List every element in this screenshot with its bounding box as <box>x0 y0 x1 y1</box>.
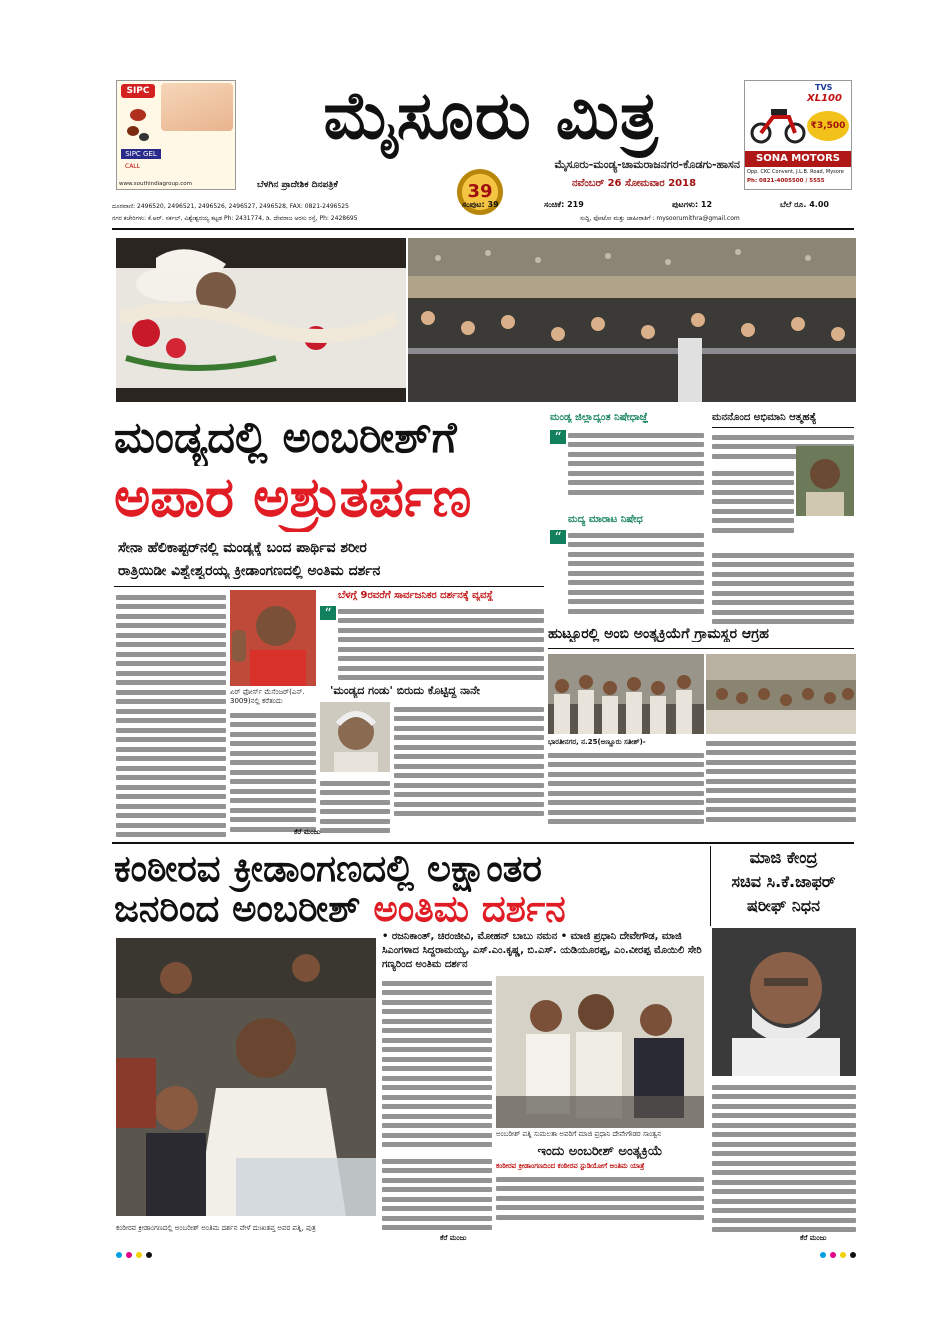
obituary-title-3: ಷರೀಫ್ ನಿಧನ <box>746 896 821 915</box>
registration-dot-cyan-2 <box>820 1252 826 1258</box>
funeral-title: ಇಂದು ಅಂಬರೀಶ್ ಅಂತ್ಯಕ್ರಿಯೆ <box>537 1144 663 1159</box>
jaffer-sharief-portrait-image <box>712 928 856 1076</box>
masthead-subtitle: ಮೈಸೂರು-ಮಂಡ್ಯ-ಚಾಮರಾಜನಗರ-ಕೊಡಗು-ಹಾಸನ <box>554 158 740 171</box>
office-line: ನಗರ ಕಚೇರಿಗಳು: ಕೆ.ಆರ್. ಸರ್ಕಲ್, ವಿಶ್ವೇಶ್ವರಯ್ಯ ಕಟ್ಟಡ Ph: 2431774, ಡಿ. ದೇವರಾಜ ಅರಸು ರಸ್ತೆ, Ph: 2428695 <box>112 215 358 222</box>
lead-photo-caption: ಏರ್ ಫೋರ್ಸ್ ಮೆಸೆಂಜರ್‌(ಎನ್. 3009)ನಲ್ಲಿ ಕರೆತಂದು <box>230 688 305 705</box>
ad-right-brand: TVS <box>815 83 833 92</box>
lead-column-3 <box>338 604 544 684</box>
funeral-sub: ಕಂಠೀರವ ಕ್ರೀಡಾಂಗಣದಿಂದ ಕಂಠೀರವ ಸ್ಟುಡಿಯೋಗೆ ಅಂತಿಮ ಯಾತ್ರೆ <box>496 1162 645 1170</box>
village-photo-crowd <box>548 654 704 734</box>
lead-quote-head: 'ಮಂಡ್ಯದ ಗಂಡು' ಬಿರುದು ಕೊಟ್ಟಿದ್ದ ನಾನೇ <box>330 684 480 697</box>
ad-left-web: www.southindiagroup.com <box>119 181 192 187</box>
lead-photo-crowd <box>408 238 856 402</box>
second-caption-left: ಕಂಠೀರವ ಕ್ರೀಡಾಂಗಣದಲ್ಲಿ ಅಂಬರೀಶ್ ಅಂತಿಮ ದರ್ಶನ ವೇಳೆ ದುಃಖತಪ್ತ ಅವರ ಪತ್ನಿ, ಪುತ್ರ <box>116 1224 316 1232</box>
lead-column-2 <box>230 708 316 840</box>
motorcycle-icon <box>749 95 807 145</box>
lead-photo-body <box>116 238 406 402</box>
masthead-title: ಮೈಸೂರು ಮಿತ್ರ <box>323 77 659 154</box>
ambareesh-portrait-image <box>230 590 316 686</box>
masthead-date: ನವೆಂಬರ್ 26 ಸೋಮವಾರ 2018 <box>572 178 697 189</box>
obituary-title-box <box>710 846 856 926</box>
email-line: ಸುದ್ದಿ, ಫೋಟೋ ಮತ್ತು ಜಾಹೀರಾತಿಗೆ : mysoorumithra@gmail.com <box>580 215 740 222</box>
second-caption-mid: ಅಂಬರೀಶ್ ಪತ್ನಿ ಸುಮಲತಾ ಅವರಿಗೆ ಮಾಜಿ ಪ್ರಧಾನಿ ದೇವೇಗೌಡರ ಸಾಂತ್ವನ <box>496 1130 661 1138</box>
village-dateline: ಭಾರತೀನಗರ, ನ.25(ಅಣ್ಣೂರು ಸತೀಶ್)- <box>548 738 646 746</box>
second-headline-2a: ಜನರಿಂದ ಅಂಬರೀಶ್ <box>114 887 361 930</box>
second-photo-leaders <box>496 976 704 1128</box>
issue: ಸಂಚಿಕೆ: 219 <box>544 200 584 209</box>
box-2-title: ಮದ್ಯ ಮಾರಾಟ ನಿಷೇಧ <box>568 514 643 525</box>
village-photo-group <box>706 654 856 734</box>
box-1-text <box>568 428 704 500</box>
ad-right-price: ₹3,500 <box>810 121 846 131</box>
village-text-right <box>706 736 856 840</box>
registration-dot-black-2 <box>850 1252 856 1258</box>
ad-right-dealer: SONA MOTORS <box>745 151 851 167</box>
quote-mark-2: “ <box>550 430 566 444</box>
second-headline-2b: ಅಂತಿಮ ದರ್ಶನ <box>373 887 566 930</box>
ad-right-phone: Ph: 0821-4005500 / 5555 <box>747 178 825 184</box>
obit-title: ಮನನೊಂದ ಅಭಿಮಾನಿ ಆತ್ಮಹತ್ಯೆ <box>712 412 854 428</box>
ad-left-product: SIPC GEL <box>121 149 161 159</box>
pages: ಪುಟಗಳು: 12 <box>672 200 713 209</box>
masthead-tagline: ಬೆಳಗಿನ ಪ್ರಾದೇಶಿಕ ದಿನಪತ್ರಿಕೆ <box>257 180 338 190</box>
funeral-text <box>496 1172 704 1232</box>
registration-dot-cyan <box>116 1252 122 1258</box>
lead-headline-1: ಮಂಡ್ಯದಲ್ಲಿ ಅಂಬರೀಶ್‌ಗೆ <box>114 413 457 463</box>
lead-byline: ಕೆರೆ ಮಂಜು <box>294 828 321 836</box>
obit-text-left <box>712 466 794 546</box>
lead-bullet-2: ರಾತ್ರಿಯಿಡೀ ವಿಶ್ವೇಶ್ವರಯ್ಯ ಕ್ರೀಡಾಂಗಣದಲ್ಲಿ ಅಂತಿಮ ದರ್ಶನ <box>118 563 381 579</box>
village-headline: ಹುಟ್ಟೂರಲ್ಲಿ ಅಂಬಿ ಅಂತ್ಯಕ್ರಿಯೆಗೆ ಗ್ರಾಮಸ್ಥರ ಆಗ್ರಹ <box>548 626 769 642</box>
lead-column-4 <box>394 702 544 822</box>
second-headline-2 <box>114 886 704 932</box>
body-lying-in-state-image <box>116 238 406 402</box>
ad-right-price-badge <box>807 111 849 141</box>
anniversary-number: 39 <box>467 181 493 202</box>
ad-left-baby-photo <box>161 83 233 131</box>
lead-portrait-photo <box>230 590 316 686</box>
registration-dot-black <box>146 1252 152 1258</box>
lead-bullet-1: ಸೇನಾ ಹೆಲಿಕಾಪ್ಟರ್‌ನಲ್ಲಿ ಮಂಡ್ಯಕ್ಕೆ ಬಂದ ಪಾರ್ಥಿವ ಶರೀರ <box>118 540 367 556</box>
registration-dot-magenta-2 <box>830 1252 836 1258</box>
price: ಬೆಲೆ ರೂ. 4.00 <box>780 200 829 209</box>
box-2-text <box>568 528 704 624</box>
obituary-title-1: ಮಾಜಿ ಕೇಂದ್ರ <box>749 848 818 867</box>
obituary-photo <box>712 928 856 1076</box>
second-photo-family <box>116 938 376 1216</box>
family-mourning-image <box>116 938 376 1216</box>
quote-mark-1: “ <box>320 606 336 620</box>
elder-portrait-photo <box>320 702 390 772</box>
crowd-at-stadium-image <box>408 238 856 402</box>
ad-left-call: CALL <box>125 163 140 170</box>
obituary-byline: ಕೆರೆ ಮಂಜು <box>800 1234 827 1242</box>
volume: ಸಂಪುಟ: 39 <box>462 200 499 209</box>
obit-photo <box>796 446 854 516</box>
obituary-title-2: ಸಚಿವ ಸಿ.ಕೆ.ಜಾಫರ್ <box>731 872 836 891</box>
ad-right[interactable] <box>744 80 852 190</box>
second-column-2 <box>382 1154 492 1244</box>
obituary-text <box>712 1080 856 1240</box>
ad-right-model: XL100 <box>807 93 842 104</box>
registration-dot-magenta <box>126 1252 132 1258</box>
village-rule <box>548 648 854 649</box>
villagers-image <box>548 654 704 734</box>
box-1-title: ಮಂಡ್ಯ ಜಿಲ್ಲಾದ್ಯಂತ ನಿಷೇಧಾಜ್ಞೆ <box>550 412 649 423</box>
second-bullets: • ರಜನಿಕಾಂತ್, ಚಿರಂಜೀವಿ, ಮೋಹನ್ ಬಾಬು ನಮನ • ಮಾಜಿ ಪ್ರಧಾನಿ ದೇವೇಗೌಡ, ಮಾಜಿ ಸಿಎಂಗಳಾದ ಸಿದ್ದರಾಮಯ್ಯ, ಎಸ್.ಎಂ.ಕೃಷ್ಣ, ಬಿ.ಎಸ್. ಯಡಿಯೂರಪ್ಪ, ಎಂ.ವೀರಪ್ಪ ಮೊಯಿಲಿ ಸೇರಿ ಗಣ್ಯರಿಂದ ಅಂತಿಮ ದರ್ಶನ <box>382 931 702 970</box>
lead-rule <box>114 586 544 587</box>
second-byline: ಕೆರೆ ಮಂಜು <box>440 1234 467 1242</box>
lead-headline-2: ಅಪಾರ ಅಶ್ರುತರ್ಪಣ <box>114 465 472 529</box>
lead-column-1 <box>116 590 226 840</box>
middle-rule <box>112 842 854 844</box>
ad-left[interactable] <box>116 80 236 190</box>
village-text-left <box>548 748 704 840</box>
masthead-rule <box>112 228 854 230</box>
volume-issue-strip <box>462 200 852 212</box>
lead-sub-head: ಬೆಳಗ್ಗೆ 9ರವರೆಗೆ ಸಾರ್ವಜನಿಕರ ದರ್ಶನಕ್ಕೆ ವ್ಯವಸ್ಥೆ <box>338 590 494 601</box>
fan-portrait-image <box>796 446 854 516</box>
registration-marks-bottom <box>116 1252 856 1260</box>
ad-right-address: Opp. CKC Convent, J.L.B. Road, Mysore <box>747 169 844 175</box>
second-headline-1: ಕಂಠೀರವ ಕ್ರೀಡಾಂಗಣದಲ್ಲಿ ಲಕ್ಷಾಂತರ <box>114 847 542 890</box>
village-group-image <box>706 654 856 734</box>
pest-icon <box>123 105 153 145</box>
ad-left-brand: SIPC <box>121 84 155 98</box>
phone-line: ದೂರವಾಣಿ: 2496520, 2496521, 2496526, 2496527, 2496528, FAX: 0821-2496525 <box>112 203 349 210</box>
leaders-condolence-image <box>496 976 704 1128</box>
elder-portrait-image <box>320 702 390 772</box>
registration-dot-yellow <box>136 1252 142 1258</box>
quote-mark-3: “ <box>550 530 566 544</box>
registration-dot-yellow-2 <box>840 1252 846 1258</box>
second-column-1 <box>382 976 492 1152</box>
